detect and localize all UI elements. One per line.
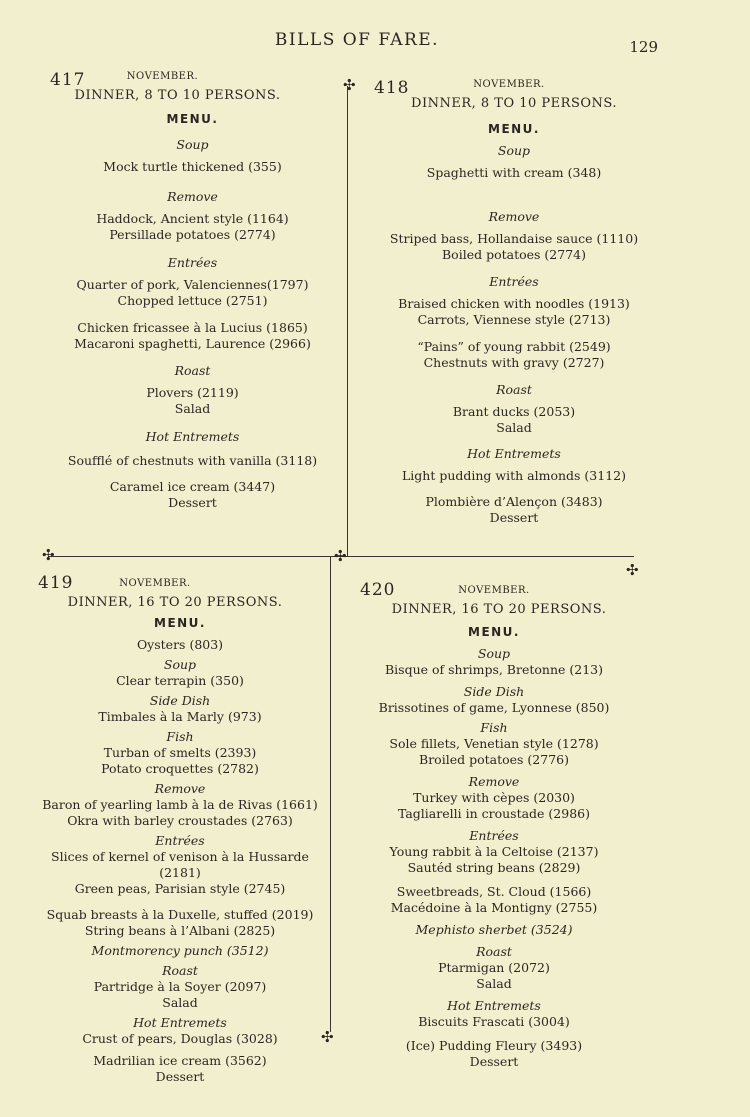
- course-title: Remove: [468, 774, 520, 789]
- dish: Young rabbit à la Celtoise (2137): [389, 844, 599, 859]
- dish: Bisque of shrimps, Bretonne (213): [385, 662, 603, 677]
- course-title: Roast: [476, 944, 512, 959]
- dish: Salad: [476, 976, 512, 991]
- course: [50, 137, 335, 175]
- course: [50, 429, 335, 469]
- dish: Macédoine à la Montigny (2755): [390, 900, 598, 915]
- course: [360, 684, 628, 716]
- course: [374, 494, 654, 526]
- menu-number: 418: [374, 78, 410, 98]
- dish: Turban of smelts (2393): [103, 745, 257, 760]
- dish: Carrots, Viennese style (2713): [417, 312, 611, 327]
- course-title: Side Dish: [463, 684, 525, 699]
- course: [360, 828, 628, 876]
- dish: Baron of yearling lamb à la de Rivas (1661): [42, 797, 318, 812]
- menu-month: NOVEMBER.: [119, 578, 191, 589]
- dish: Crust of pears, Douglas (3028): [82, 1031, 278, 1046]
- course: [50, 363, 335, 417]
- course: [360, 774, 628, 822]
- dish: Broiled potatoes (2776): [419, 752, 569, 767]
- course: [38, 729, 322, 777]
- dish: Madrilian ice cream (3562): [93, 1053, 267, 1068]
- course: [50, 189, 335, 243]
- ornament-top: ✣: [343, 76, 356, 94]
- course: [374, 339, 654, 371]
- dish: Haddock, Ancient style (1164): [96, 211, 289, 226]
- menu-dinner: DINNER, 16 TO 20 PERSONS.: [391, 602, 607, 617]
- dish: Chopped lettuce (2751): [117, 293, 268, 308]
- menu-month: NOVEMBER.: [458, 585, 530, 596]
- menu-month: NOVEMBER.: [126, 71, 199, 82]
- dish: Boiled potatoes (2774): [442, 247, 586, 262]
- menu-417: [50, 70, 335, 511]
- course: [360, 884, 628, 916]
- menu-label: MENU.: [154, 616, 206, 630]
- course: [38, 1053, 322, 1085]
- menu-dinner: DINNER, 8 TO 10 PERSONS.: [74, 88, 281, 103]
- menu-dinner: DINNER, 8 TO 10 PERSONS.: [411, 96, 617, 111]
- menu-418: [374, 78, 654, 526]
- dish: Timbales à la Marly (973): [98, 709, 262, 724]
- course-title: Side Dish: [149, 693, 211, 708]
- dish: Plombière d’Alençon (3483): [425, 494, 603, 509]
- course-title: Roast: [496, 382, 532, 397]
- course: [50, 255, 335, 309]
- menu-month: NOVEMBER.: [473, 79, 545, 90]
- dish: Chicken fricassee à la Lucius (1865): [77, 320, 308, 335]
- dish: Mock turtle thickened (355): [103, 159, 282, 174]
- dish: Dessert: [489, 510, 539, 525]
- course-title: Roast: [162, 963, 198, 978]
- course-title: Soup: [163, 657, 197, 672]
- ornament-bottom: ✣: [321, 1028, 334, 1046]
- ornament-right: ✣: [626, 561, 639, 579]
- dish: Tagliarelli in croustade (2986): [397, 806, 590, 821]
- menu-420: [360, 580, 628, 1070]
- course-title: Hot Entremets: [133, 1015, 227, 1030]
- dish: Dessert: [469, 1054, 519, 1069]
- dish: Squab breasts à la Duxelle, stuffed (2019): [46, 907, 314, 922]
- course-title: Soup: [176, 137, 209, 152]
- ornament-center: ✣: [334, 547, 347, 565]
- course: [374, 209, 654, 263]
- dish: Salad: [174, 401, 211, 416]
- course: [38, 637, 322, 653]
- course: [50, 479, 335, 511]
- course: [360, 720, 628, 768]
- course-title: Entrées: [469, 828, 519, 843]
- course: [374, 446, 654, 484]
- menu-number: 417: [50, 70, 86, 90]
- dish: Sole fillets, Venetian style (1278): [389, 736, 599, 751]
- course: [38, 781, 322, 829]
- menu-label: MENU.: [488, 122, 540, 136]
- dish: Dessert: [168, 495, 217, 510]
- course-title: Remove: [167, 189, 218, 204]
- dish: Quarter of pork, Valenciennes(1797): [76, 277, 309, 292]
- course-title: Roast: [174, 363, 211, 378]
- dish: Braised chicken with noodles (1913): [398, 296, 630, 311]
- menu-number: 420: [360, 580, 396, 600]
- menu-dinner: DINNER, 16 TO 20 PERSONS.: [67, 595, 283, 610]
- course: [38, 833, 322, 897]
- course: [374, 382, 654, 436]
- dish: Macaroni spaghetti, Laurence (2966): [74, 336, 311, 351]
- dish: Sautéd string beans (2829): [407, 860, 581, 875]
- course: [360, 922, 628, 938]
- course: [38, 907, 322, 939]
- course: [374, 143, 654, 181]
- dish: Persillade potatoes (2774): [109, 227, 276, 242]
- course-title: Fish: [166, 729, 194, 744]
- course: [38, 1015, 322, 1047]
- course-title: Remove: [154, 781, 206, 796]
- course-title: Soup: [497, 143, 531, 158]
- course: [360, 944, 628, 992]
- course-title: Hot Entremets: [145, 429, 240, 444]
- dish: Dessert: [155, 1069, 205, 1084]
- dish: Soufflé of chestnuts with vanilla (3118): [67, 453, 318, 468]
- dish: Plovers (2119): [146, 385, 239, 400]
- menu-419: [38, 573, 322, 1085]
- dish: Brant ducks (2053): [452, 404, 576, 419]
- running-title: BILLS OF FARE.: [274, 30, 440, 50]
- dish: Oysters (803): [136, 637, 224, 652]
- course-title: Fish: [480, 720, 508, 735]
- course: [360, 1038, 628, 1070]
- dish: Light pudding with almonds (3112): [401, 468, 626, 483]
- course-title: Entrées: [489, 274, 539, 289]
- vertical-divider-upper: [347, 86, 348, 556]
- dish: Chestnuts with gravy (2727): [423, 355, 605, 370]
- course-title: Montmorency punch (3512): [91, 943, 269, 958]
- course-title: Entrées: [155, 833, 205, 848]
- menu-number: 419: [38, 573, 74, 593]
- course-title: Entrées: [167, 255, 218, 270]
- menu-label: MENU.: [166, 112, 219, 126]
- course: [360, 998, 628, 1030]
- dish: Caramel ice cream (3447): [109, 479, 276, 494]
- course: [38, 943, 322, 959]
- dish: Striped bass, Hollandaise sauce (1110): [389, 231, 639, 246]
- ornament-left: ✣: [42, 546, 55, 564]
- dish: Slices of kernel of venison à la Hussarde (2181): [51, 849, 309, 880]
- course: [50, 320, 335, 352]
- dish: Salad: [496, 420, 532, 435]
- course: [38, 693, 322, 725]
- dish: Ptarmigan (2072): [438, 960, 550, 975]
- dish: “Pains” of young rabbit (2549): [417, 339, 611, 354]
- dish: Spaghetti with cream (348): [426, 165, 602, 180]
- menu-label: MENU.: [468, 625, 520, 639]
- dish: Salad: [162, 995, 198, 1010]
- course-title: Hot Entremets: [467, 446, 561, 461]
- course: [38, 657, 322, 689]
- dish: (Ice) Pudding Fleury (3493): [405, 1038, 583, 1053]
- course-title: Hot Entremets: [447, 998, 541, 1013]
- course-title: Soup: [477, 646, 511, 661]
- dish: Partridge à la Soyer (2097): [93, 979, 267, 994]
- dish: Potato croquettes (2782): [101, 761, 259, 776]
- dish: Green peas, Parisian style (2745): [74, 881, 286, 896]
- page-number: 129: [629, 38, 658, 56]
- dish: String beans à l’Albani (2825): [84, 923, 276, 938]
- page-header: [0, 30, 750, 54]
- dish: Clear terrapin (350): [116, 673, 244, 688]
- vertical-divider-lower: [330, 556, 331, 1032]
- dish: Brissotines of game, Lyonnese (850): [378, 700, 610, 715]
- dish: Sweetbreads, St. Cloud (1566): [396, 884, 592, 899]
- course: [360, 646, 628, 678]
- course: [374, 274, 654, 328]
- course: [38, 963, 322, 1011]
- course-title: Remove: [488, 209, 540, 224]
- dish: Okra with barley croustades (2763): [67, 813, 293, 828]
- course-title: Mephisto sherbet (3524): [415, 922, 573, 937]
- dish: Turkey with cèpes (2030): [413, 790, 575, 805]
- dish: Biscuits Frascati (3004): [418, 1014, 570, 1029]
